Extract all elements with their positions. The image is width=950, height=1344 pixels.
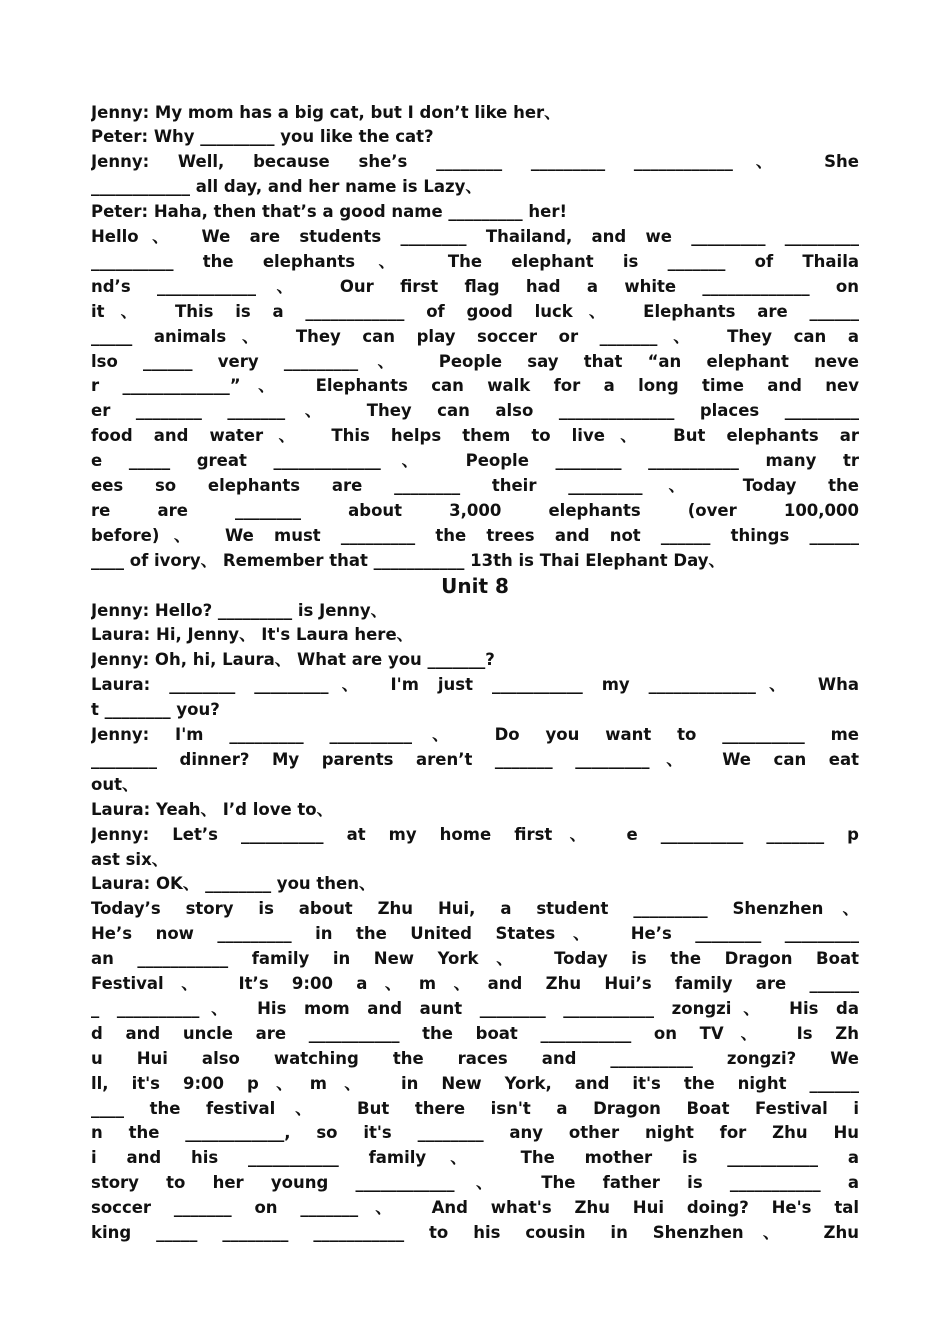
text-line: king _____ ________ ___________ to his cousin in Shenzhen、 Zhu: [91, 1223, 859, 1242]
text-line: re are ________ about 3,000 elephants (over 100,000: [91, 500, 859, 520]
text-line: n the ____________, so it's ________ any other night for Zhu Hu: [91, 1123, 859, 1143]
text-line: ____ the festival、 But there isn't a Dragon Boat Festival i: [91, 1098, 859, 1118]
text-line: Hello、 We are students ________ Thailand, and we _________ _________: [91, 227, 859, 246]
text-line: Laura: OK、 ________ you then、: [91, 874, 376, 894]
text-line: e _____ great _____________、 People ________ ___________ many tr: [91, 451, 859, 471]
text-line: Jenny: My mom has a big cat, but I don’t like her、: [91, 102, 561, 122]
text-line: ________ dinner? My parents aren’t _______ _________、 We can eat: [91, 749, 859, 769]
text-line: Festival、 It’s 9:00 a、m、and Zhu Hui’s family are ______: [91, 974, 859, 993]
text-line: u Hui also watching the races and __________ zongzi? We: [91, 1048, 859, 1068]
unit-heading: Unit 8: [441, 573, 509, 598]
text-line: __________ the elephants、 The elephant is _______ of Thaila: [91, 251, 859, 271]
text-line: t ________ you?: [91, 700, 220, 720]
text-line: Peter: Why _________ you like the cat?: [91, 127, 434, 147]
text-line: _ __________、 His mom and aunt ________ ___________ zongzi、 His da: [91, 998, 859, 1018]
text-line: ll, it's 9:00 p、m、 in New York, and it's the night ______: [91, 1073, 859, 1093]
text-line: Today’s story is about Zhu Hui, a student _________ Shenzhen、: [91, 899, 859, 919]
text-line: soccer _______ on _______、 And what's Zhu Hui doing? He's tal: [91, 1198, 859, 1218]
text-line: out、: [91, 774, 139, 794]
text-line: Jenny: I'm _________ __________、 Do you want to __________ me: [91, 725, 859, 744]
text-line: an ___________ family in New York、 Today is the Dragon Boat: [91, 949, 859, 969]
text-line: ast six、: [91, 849, 169, 869]
text-line: ____ of ivory、 Remember that ___________ 13th is Thai Elephant Day、: [91, 550, 726, 570]
text-line: _____ animals、 They can play soccer or _______、 They can a: [91, 326, 859, 346]
text-line: it、 This is a ____________ of good luck、 Elephants are ______: [91, 301, 859, 321]
text-line: Laura: Hi, Jenny、 It's Laura here、: [91, 625, 414, 645]
text-line: He’s now _________ in the United States、 He’s ________ _________: [91, 924, 859, 944]
text-line: Jenny: Well, because she’s ________ _________ ____________、 She: [91, 152, 859, 172]
text-line: Jenny: Let’s __________ at my home first、 e __________ _______ p: [91, 824, 859, 844]
text-line: i and his ___________ family、 The mother is ___________ a: [91, 1148, 859, 1168]
text-line: Jenny: Oh, hi, Laura、 What are you _______?: [91, 650, 495, 670]
text-line: nd’s ____________、 Our first flag had a white _____________ on: [91, 276, 859, 296]
text-line: before)、 We must _________ the trees and not ______ things ______: [91, 525, 859, 545]
text-line: ees so elephants are ________ their _________、 Today the: [91, 476, 859, 495]
text-line: Jenny: Hello? _________ is Jenny、: [91, 600, 388, 620]
text-line: d and uncle are ___________ the boat ___________ on TV、 Is Zh: [91, 1023, 859, 1043]
text-line: story to her young ____________、 The father is ___________ a: [91, 1173, 859, 1193]
text-line: Laura: ________ _________、 I'm just ___________ my _____________、 Wha: [91, 675, 859, 695]
text-line: food and water、 This helps them to live、 But elephants ar: [91, 426, 859, 446]
text-line: er ________ _______、 They can also ______________ places _________: [91, 401, 859, 421]
text-line: Laura: Yeah、 I’d love to、: [91, 799, 334, 819]
text-line: ____________ all day, and her name is Lazy、: [91, 177, 482, 197]
text-line: lso ______ very _________、 People say that “an elephant neve: [91, 351, 859, 371]
text-line: Peter: Haha, then that’s a good name _________ her!: [91, 202, 568, 222]
text-line: r _____________”、 Elephants can walk for a long time and nev: [91, 376, 859, 396]
